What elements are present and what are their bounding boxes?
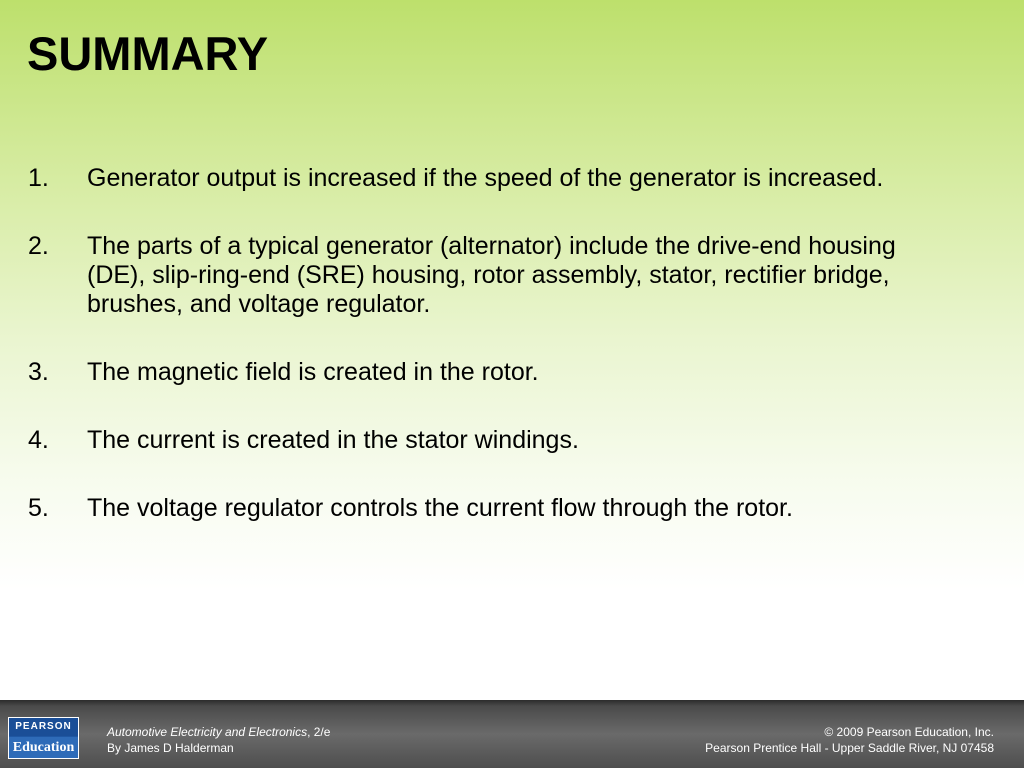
book-author: By James D Halderman <box>107 741 234 755</box>
logo-wordmark-bottom: Education <box>9 737 78 758</box>
item-number: 4. <box>28 426 49 454</box>
item-number: 3. <box>28 358 49 386</box>
book-title: Automotive Electricity and Electronics <box>107 725 308 739</box>
book-edition: , 2/e <box>307 725 331 739</box>
list-item <box>28 232 928 319</box>
item-text: The current is created in the stator windings. <box>87 426 579 454</box>
list-item <box>28 494 928 523</box>
book-title-line <box>107 724 330 740</box>
list-item <box>28 164 928 193</box>
slide-title: SUMMARY <box>27 27 269 80</box>
item-text: The parts of a typical generator (alternator) include the drive-end housing (DE), slip-ring-end (SRE) housing, rotor assembly, stator, rectifier bridge, brushes, and voltage regulator. <box>87 232 896 318</box>
copyright-text: © 2009 Pearson Education, Inc. <box>824 725 994 739</box>
summary-list <box>28 164 928 562</box>
footer-book-info <box>107 724 330 756</box>
list-item <box>28 426 928 455</box>
item-text: The magnetic field is created in the rotor. <box>87 358 539 386</box>
logo-wordmark-top: PEARSON <box>9 718 78 736</box>
pearson-education-logo <box>8 717 79 759</box>
item-number: 5. <box>28 494 49 522</box>
footer-bar <box>0 700 1024 768</box>
item-number: 2. <box>28 232 49 260</box>
item-text: Generator output is increased if the speed of the generator is increased. <box>87 164 884 192</box>
list-item <box>28 358 928 387</box>
item-text: The voltage regulator controls the current flow through the rotor. <box>87 494 793 522</box>
item-number: 1. <box>28 164 49 192</box>
footer-copyright-info <box>705 724 994 756</box>
publisher-text: Pearson Prentice Hall - Upper Saddle River, NJ 07458 <box>705 741 994 755</box>
